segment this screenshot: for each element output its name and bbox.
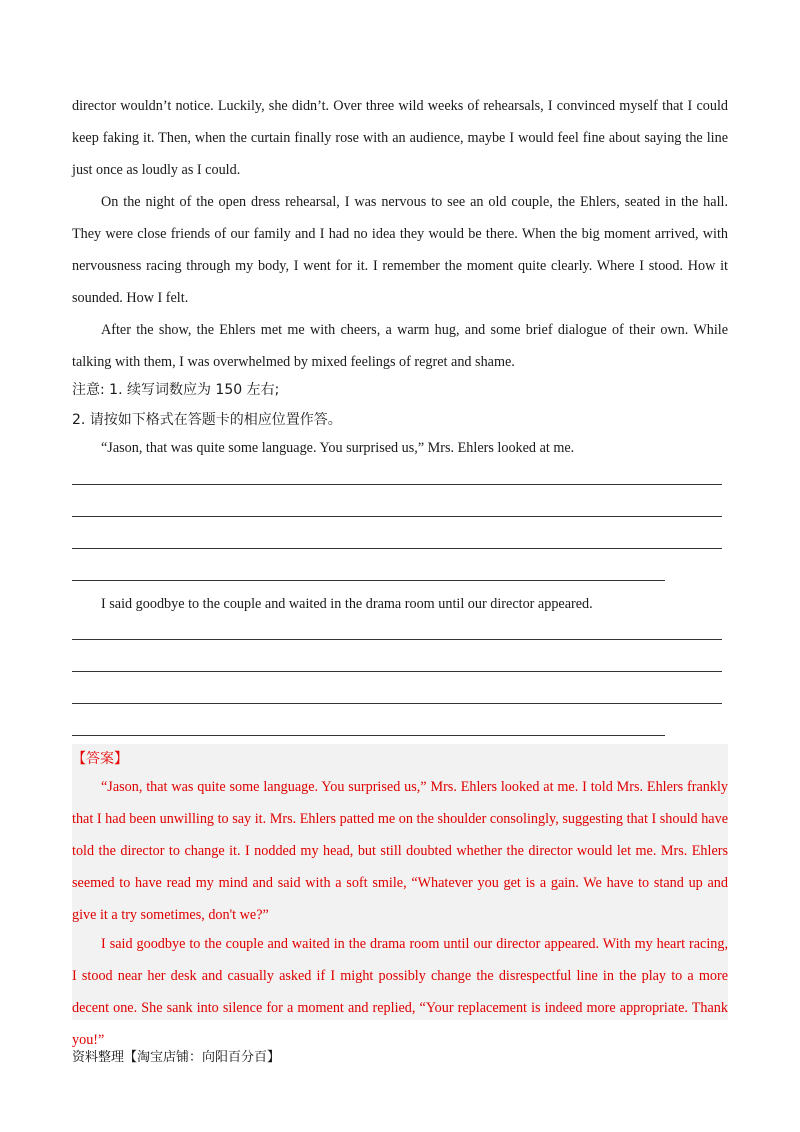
paragraph-2-prompt: I said goodbye to the couple and waited in the drama room until our director appeared. — [101, 596, 593, 612]
writing-line — [72, 548, 722, 549]
answer-paragraph-1: “Jason, that was quite some language. You surprised us,” Mrs. Ehlers looked at me. I told Mrs. Ehlers frankly that I had been unwilling to say it. Mrs. Ehlers patted me on the shoulder consolingly, suggesting that I should have told the director to change it. I nodded my head, but still doubted whether the director would let me. Mrs. Ehlers seemed to have read my mind and said with a soft smile, “Whatever you get is a gain. We have to stand up and give it a try sometimes, don't we?” — [72, 779, 728, 923]
answer-paragraph-2: I said goodbye to the couple and waited in the drama room until our director appeared. With my heart racing, I stood near her desk and casually asked if I might possibly change the disrespectful line in the play to a more decent one. She sank into silence for a moment and replied, “Your replacement is indeed more appropriate. Thank you!” — [72, 936, 728, 1048]
footer-source: 资料整理【淘宝店铺：向阳百分百】 — [72, 1050, 281, 1065]
note-format: 2. 请按如下格式在答题卡的相应位置作答。 — [72, 412, 342, 428]
paragraph-1-prompt: “Jason, that was quite some language. You surprised us,” Mrs. Ehlers looked at me. — [101, 440, 575, 456]
passage-paragraph-1: director wouldn’t notice. Luckily, she didn’t. Over three wild weeks of rehearsals, I convinced myself that I could keep faking it. Then, when the curtain finally rose with an audience, maybe I would feel fine about saying the line just once as loudly as I could. — [72, 98, 728, 178]
writing-line — [72, 484, 722, 485]
writing-line — [72, 735, 665, 736]
writing-line — [72, 703, 722, 704]
writing-line — [72, 639, 722, 640]
passage-paragraph-2: On the night of the open dress rehearsal, I was nervous to see an old couple, the Ehlers, seated in the hall. They were close friends of our family and I had no idea they would be there. When the big moment arrived, with nervousness racing through my body, I went for it. I remember the moment quite clearly. Where I stood. How it sounded. How I felt. — [72, 194, 728, 306]
writing-line — [72, 671, 722, 672]
answer-heading: 【答案】 — [72, 751, 128, 767]
passage-paragraph-3: After the show, the Ehlers met me with cheers, a warm hug, and some brief dialogue of their own. While talking with them, I was overwhelmed by mixed feelings of regret and shame. — [72, 322, 728, 370]
writing-line — [72, 516, 722, 517]
note-word-count: 注意: 1. 续写词数应为 150 左右; — [72, 382, 280, 398]
writing-line — [72, 580, 665, 581]
